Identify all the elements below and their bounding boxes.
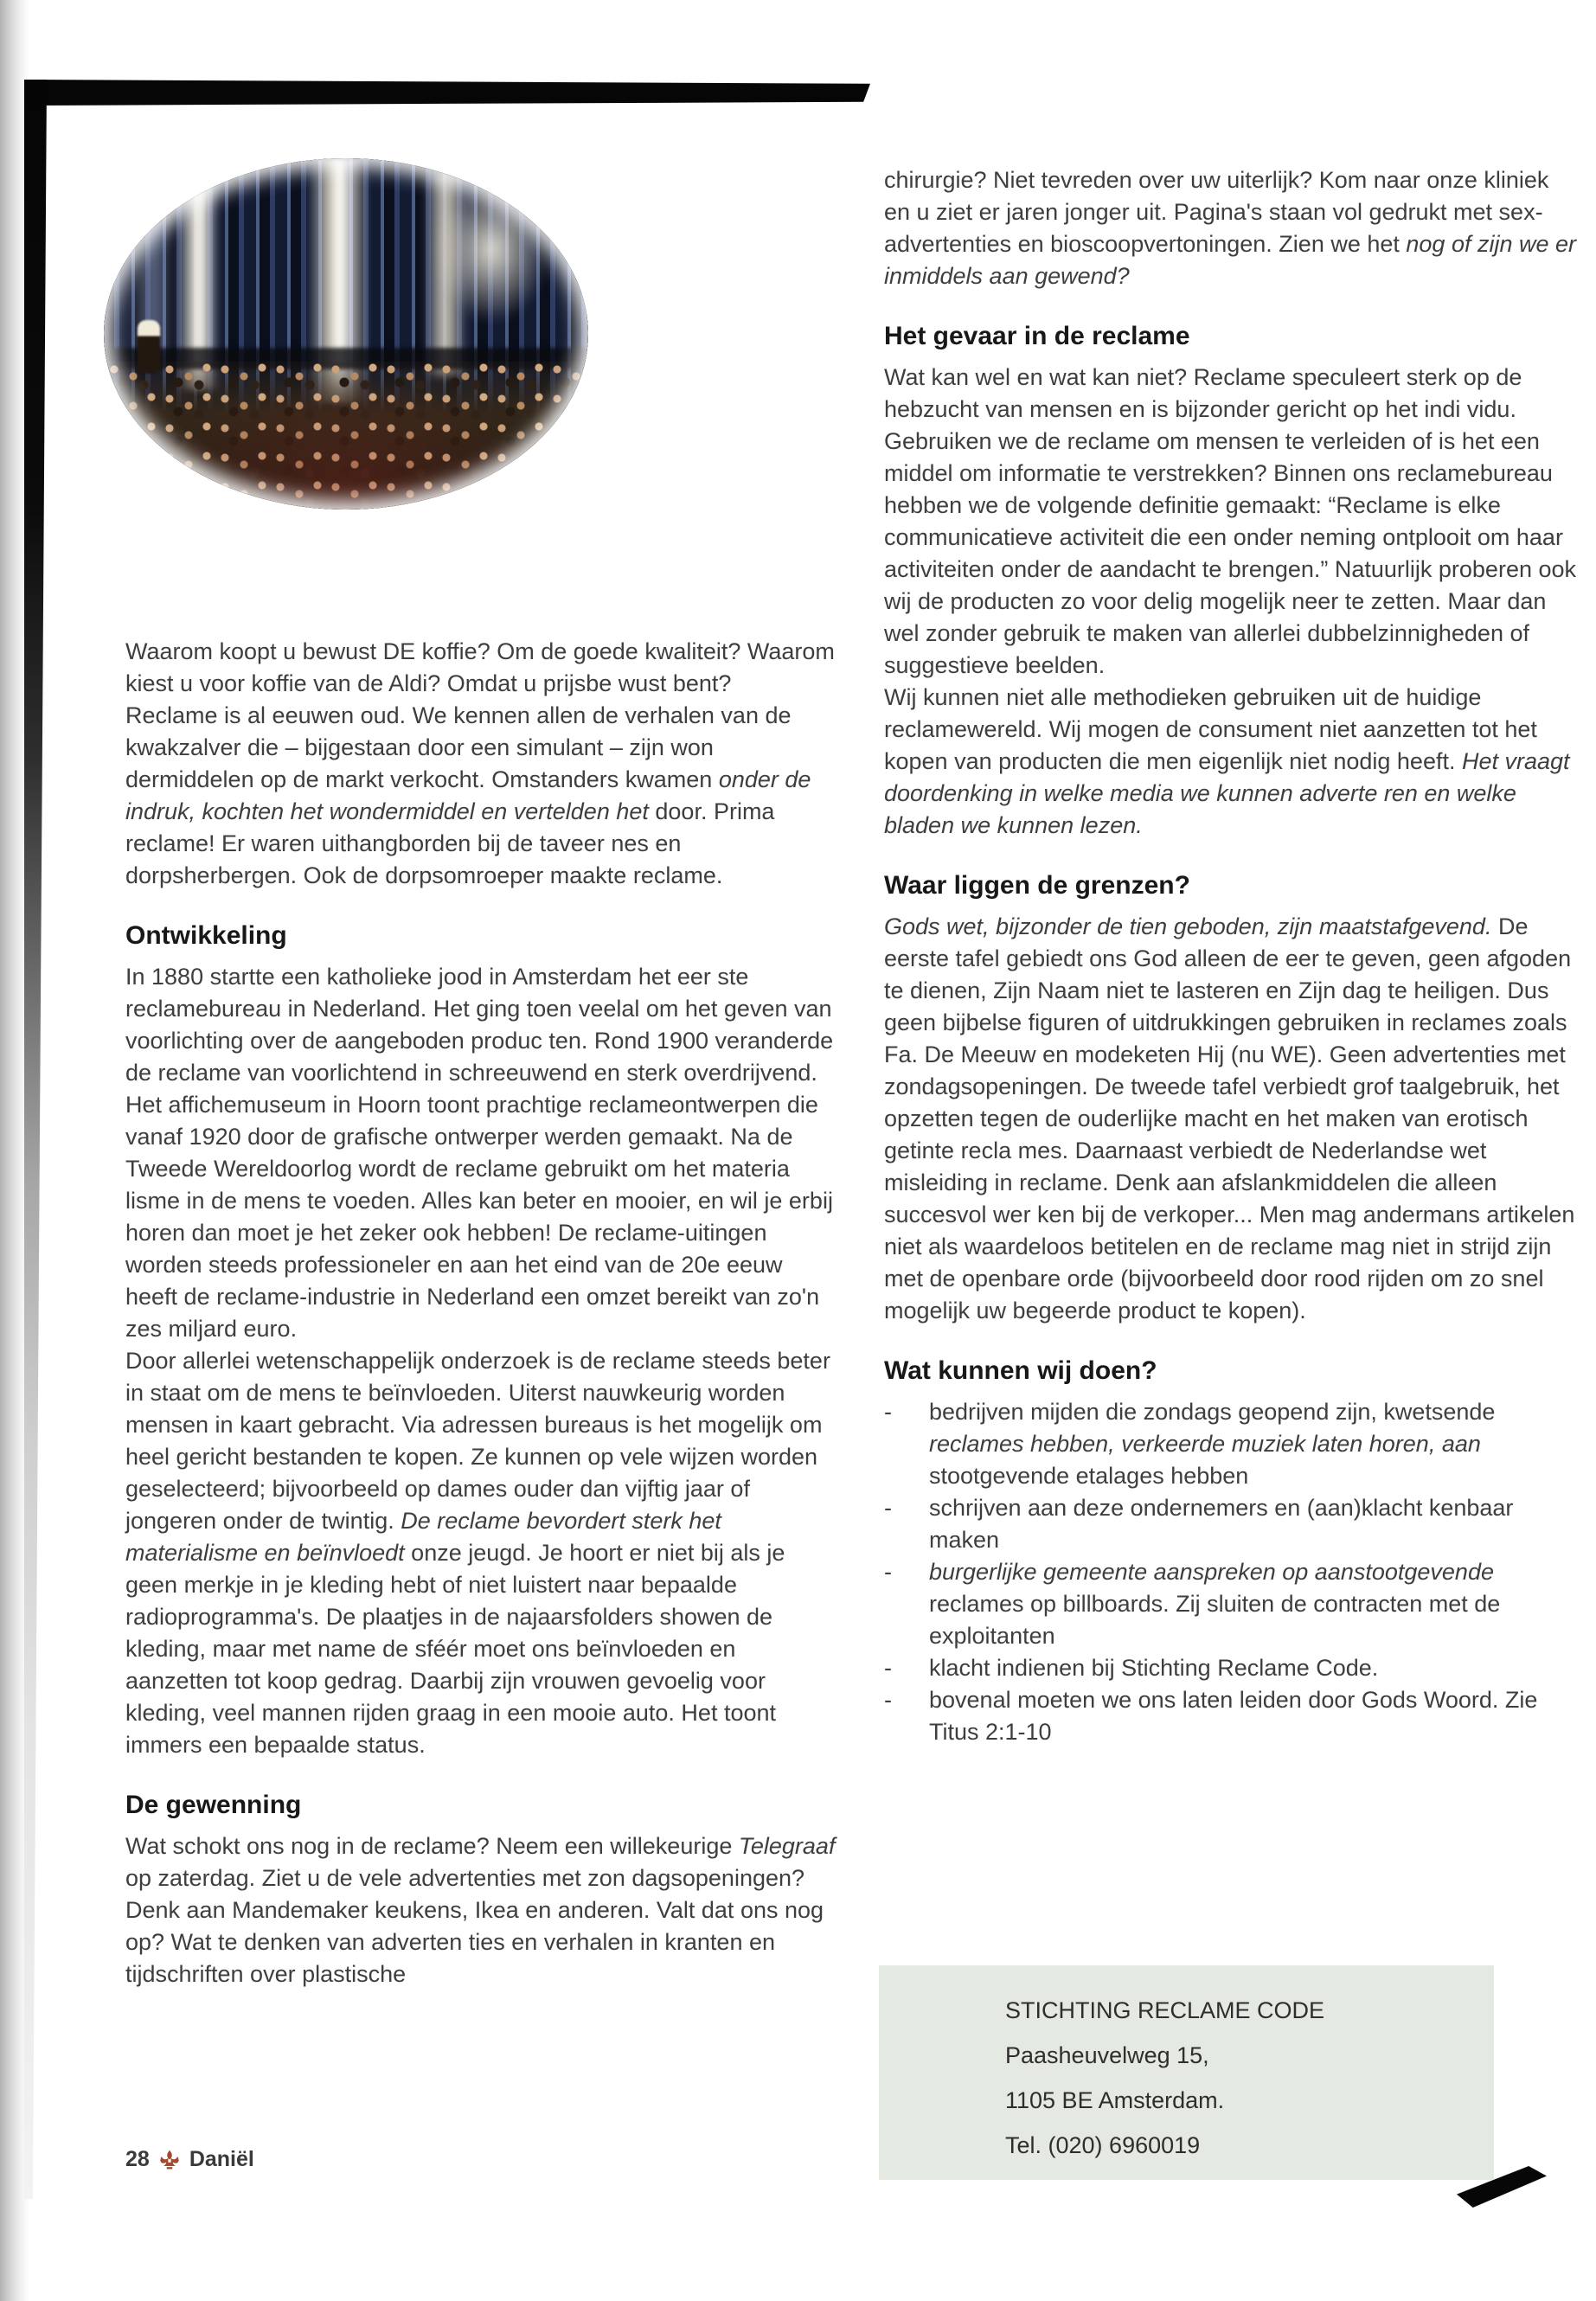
continuation-paragraph: chirurgie? Niet tevreden over uw uiterlijk? Kom naar onze kliniek en u ziet er jaren jonger uit. Pagina's staan vol gedrukt met sex-advertenties en bioscoopvertoningen. Zien we het nog of zijn we er inmiddels aan gewend? [884, 167, 1576, 289]
list-item [884, 1556, 1576, 1652]
list-item [884, 1396, 1576, 1492]
action-list [884, 1396, 1576, 1748]
list-item-text: klacht indienen bij Stichting Reclame Code. [929, 1655, 1379, 1681]
paragraph: Wat schokt ons nog in de reclame? Neem een willekeurige Telegraaf op zaterdag. Ziet u de vele advertenties met zon dagsopeningen? Denk aan Mandemaker keukens, Ikea en anderen. Valt dat ons nog op? Wat te denken van adverten ties en verhalen in kranten en tijdschriften over plastische [125, 1833, 836, 1987]
stichting-reclame-code-box [879, 1965, 1494, 2180]
magazine-name: Daniël [189, 2147, 254, 2171]
lily-icon [158, 2149, 181, 2171]
section-heading-het-gevaar: Het gevaar in de reclame [884, 322, 1190, 350]
right-column [884, 164, 1576, 1748]
paragraph: Wij kunnen niet alle methodieken gebruiken uit de huidige reclamewereld. Wij mogen de consument niet aanzetten tot het kopen van producten die men eigenlijk niet nodig heeft. Het vraagt doordenking in welke media we kunnen adverte ren en welke bladen we kunnen lezen. [884, 684, 1570, 838]
box-street-address: Paasheuvelweg 15, [1005, 2042, 1209, 2068]
bullet-dash: - [884, 1495, 892, 1521]
church-service-photo [104, 158, 588, 510]
paragraph: In 1880 startte een katholieke jood in Amsterdam het eer ste reclamebureau in Nederland. Het ging toen veelal om het geven van voorlichting over de aangeboden produc ten. Rond 1900 veranderde de reclame van voorlichtend in schreeuwend en sterk overdrijvend. Het affichemuseum in Hoorn toont prachtige reclameontwerpen die vanaf 1920 door de grafische ontwerper werden gemaakt. Na de Tweede Wereldoorlog wordt de reclame gebruikt om het materia lisme in de mens te voeden. Alles kan beter en mooier, en wil je erbij horen dan moet je het zeker ook hebben! De reclame-uitingen worden steeds professioneler en aan het eind van de 20e eeuw heeft de reclame-industrie in Nederland een omzet bereikt van zo'n zes miljard euro. [125, 964, 834, 1342]
bullet-dash: - [884, 1559, 892, 1585]
bullet-dash: - [884, 1687, 892, 1713]
bullet-dash: - [884, 1655, 892, 1681]
section-heading-de-gewenning: De gewenning [125, 1791, 302, 1819]
list-item-text: burgerlijke gemeente aanspreken op aanstootgevende reclames op billboards. Zij sluiten de contracten met de exploitanten [929, 1559, 1501, 1649]
bullet-dash: - [884, 1399, 892, 1425]
paragraph: Gods wet, bijzonder de tien geboden, zijn maatstafgevend. De eerste tafel gebiedt ons God alleen de eer te geven, geen afgoden te dienen, Zijn Naam niet te lasteren en Zijn dag te heiligen. Dus geen bijbelse figuren of uitdrukkingen gebruiken in reclames zoals Fa. De Meeuw en modeketen Hij (nu WE). Geen advertenties met zondagsopeningen. De tweede tafel verbiedt grof taalgebruik, het opzetten tegen de ouderlijke macht en het maken van erotisch getinte recla mes. Daarnaast verbiedt de Nederlandse wet misleiding in reclame. Denk aan afslankmiddelen die alleen succesvol wer ken bij de verkoper... Men mag andermans artikelen niet als waardeloos betitelen en de reclame mag niet in strijd zijn met de openbare orde (bijvoorbeeld door rood rijden om zo snel mogelijk uw begeerde product te kopen). [884, 913, 1575, 1324]
box-phone-number: Tel. (020) 6960019 [1005, 2132, 1201, 2158]
list-item [884, 1684, 1576, 1748]
paragraph: Wat kan wel en wat kan niet? Reclame speculeert sterk op de hebzucht van mensen en is bijzonder gericht op het indi vidu. Gebruiken we de reclame om mensen te verleiden of is het een middel om informatie te verstrekken? Binnen ons reclamebureau hebben we de volgende definitie gemaakt: “Reclame is elke communicatieve activiteit die een onder neming ontplooit om haar activiteiten onder de aandacht te brengen.” Natuurlijk proberen ook wij de producten zo voor delig mogelijk neer te zetten. Maar dan wel zonder gebruik te maken van allerlei dubbelzinnigheden of suggestieve beelden. [884, 364, 1577, 678]
box-city-address: 1105 BE Amsterdam. [1005, 2087, 1225, 2113]
list-item-text: bovenal moeten we ons laten leiden door Gods Woord. Zie Titus 2:1-10 [929, 1687, 1538, 1745]
history-paragraph: Reclame is al eeuwen oud. We kennen allen de verhalen van de kwakzalver die – bijgestaan door een simulant – zijn won dermiddelen op de markt verkocht. Omstanders kwamen onder de indruk, kochten het wondermiddel en vertelden het door. Prima reclame! Er waren uithangborden bij de taveer nes en dorpsherbergen. Ook de dorpsomroeper maakte reclame. [125, 702, 811, 888]
section-heading-waar-liggen-de-grenzen: Waar liggen de grenzen? [884, 871, 1190, 900]
list-item-text: bedrijven mijden die zondags geopend zijn, kwetsende reclames hebben, verkeerde muziek laten horen, aan stootgevende etalages hebben [929, 1399, 1496, 1489]
scan-top-edge-bar [24, 80, 870, 106]
intro-paragraph: Waarom koopt u bewust DE koffie? Om de goede kwaliteit? Waarom kiest u voor koffie van de Aldi? Omdat u prijsbe wust bent? [125, 638, 835, 696]
paragraph: Door allerlei wetenschappelijk onderzoek is de reclame steeds beter in staat om de mens te beïnvloeden. Uiterst nauwkeurig worden mensen in kaart gebracht. Via adressen bureaus is het mogelijk om heel gericht bestanden te kopen. Ze kunnen op vele wijzen worden geselecteerd; bijvoorbeeld op dames ouder dan vijftig jaar of jongeren onder de twintig. De reclame bevordert sterk het materialisme en beïnvloedt onze jeugd. Je hoort er niet bij als je geen merkje in je kleding hebt of niet luistert naar bepaalde radioprogramma's. De plaatjes in de najaarsfolders showen de kleding, maar met name de sféér moet ons beïnvloeden en aanzetten tot koop gedrag. Daarbij zijn vrouwen gevoelig voor kleding, veel mannen rijden graag in een mooie auto. Het toont immers een bepaalde status. [125, 1348, 830, 1758]
scan-left-edge-bar [24, 80, 47, 2199]
page-footer [125, 2147, 254, 2172]
left-column [125, 636, 836, 1990]
page-number: 28 [125, 2147, 150, 2171]
photo-feathered-edge [104, 158, 588, 510]
list-item-text: schrijven aan deze ondernemers en (aan)klacht kenbaar maken [929, 1495, 1514, 1553]
list-item [884, 1652, 1576, 1684]
section-heading-ontwikkeling: Ontwikkeling [125, 921, 287, 950]
box-organisation-name: STICHTING RECLAME CODE [1005, 1997, 1325, 2023]
section-heading-wat-kunnen-wij-doen: Wat kunnen wij doen? [884, 1356, 1157, 1385]
list-item [884, 1492, 1576, 1556]
